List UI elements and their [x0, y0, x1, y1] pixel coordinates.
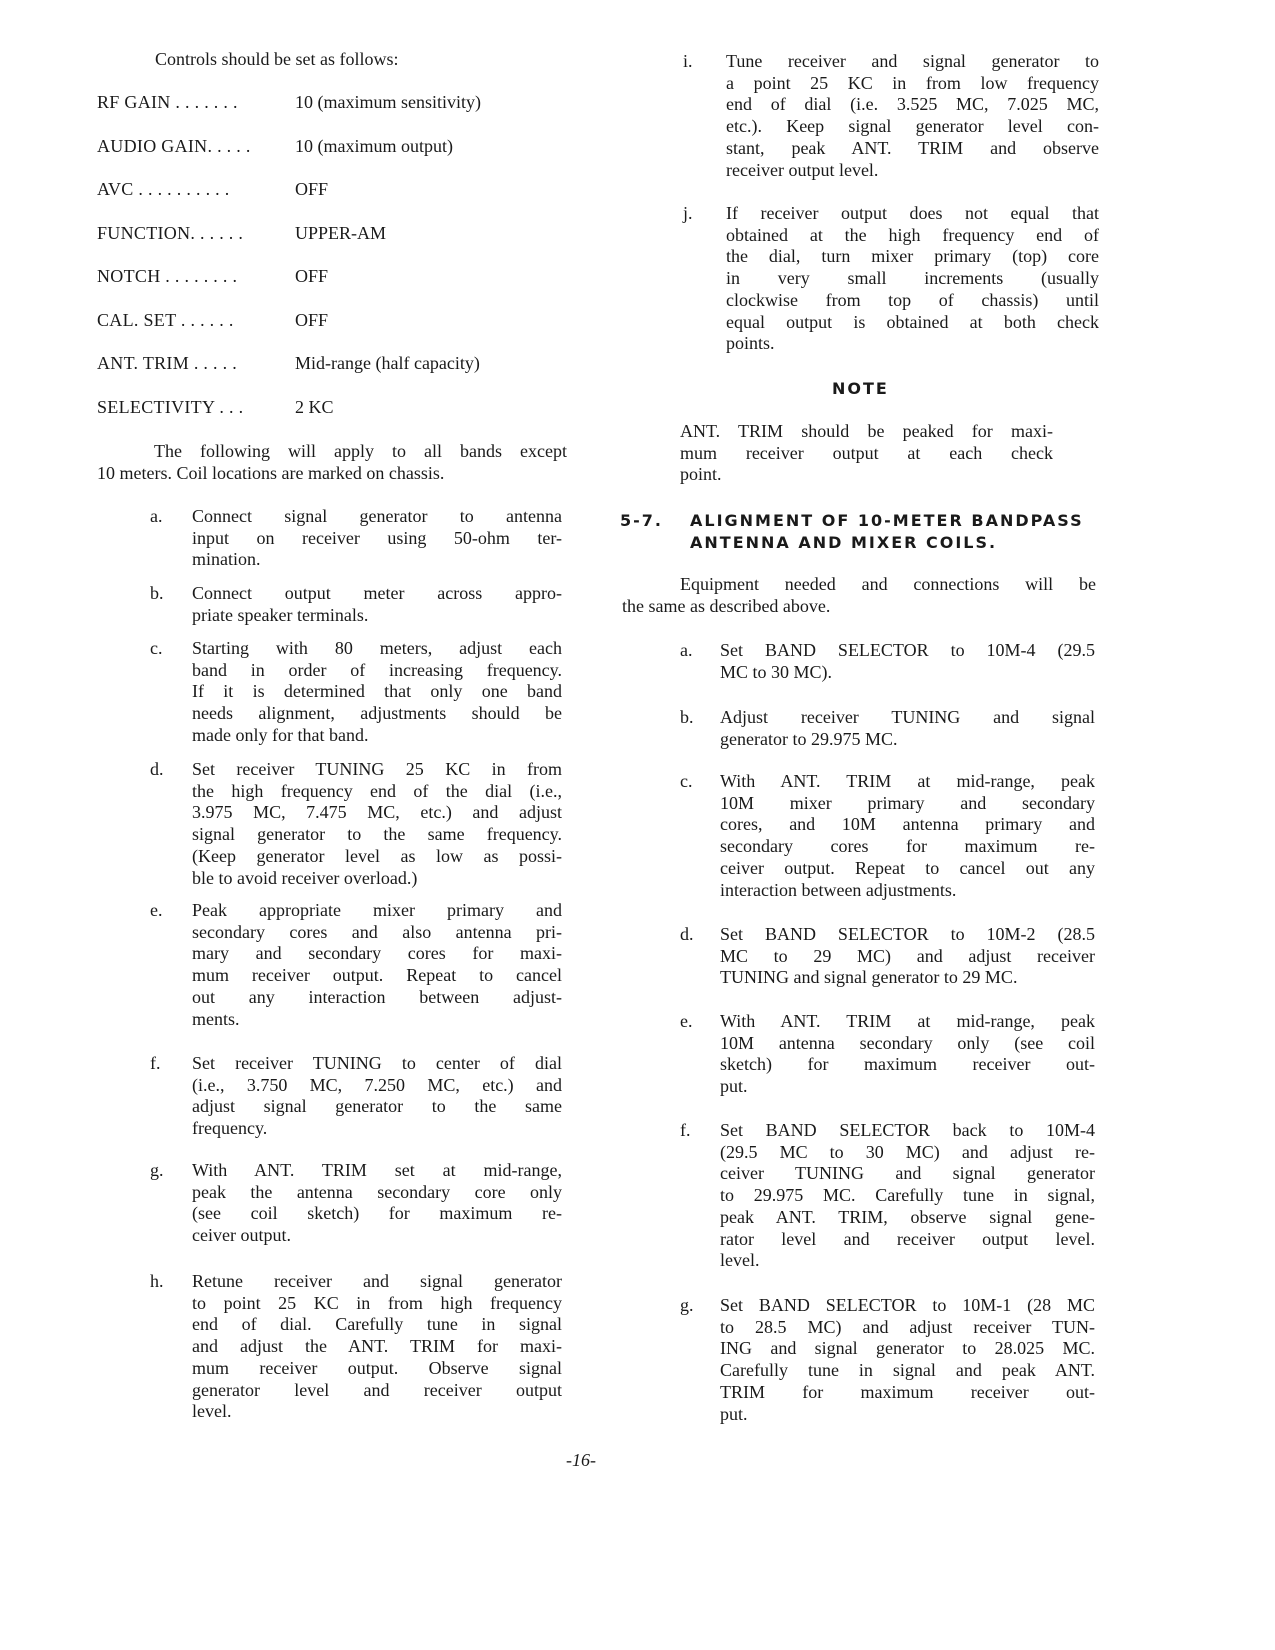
text-line: frequency.: [192, 1118, 268, 1139]
text-line: the same as described above.: [622, 595, 831, 616]
step-letter: c.: [680, 771, 693, 791]
setting-value: 10 (maximum sensitivity): [295, 92, 481, 112]
text-line: obtained at the high frequency end of: [726, 224, 1099, 245]
note-text: [680, 421, 1053, 486]
page-number: -16-: [566, 1450, 596, 1470]
step-letter: d.: [680, 924, 694, 944]
text-line: With ANT. TRIM set at mid-range,: [192, 1160, 562, 1180]
text-line: input on receiver using 50-ohm ter-: [192, 527, 562, 548]
text-line: (see coil sketch) for maximum re-: [192, 1203, 562, 1224]
text-line: Carefully tune in signal and peak ANT.: [720, 1360, 1095, 1381]
text-line: (i.e., 3.750 MC, 7.250 MC, etc.) and: [192, 1074, 562, 1095]
text-line: ceiver TUNING and signal generator: [720, 1163, 1095, 1184]
text-line: and adjust the ANT. TRIM for maxi-: [192, 1336, 562, 1357]
step-letter: f.: [680, 1120, 691, 1140]
setting-name: AUDIO GAIN. . . . .: [97, 136, 251, 156]
text-line: If receiver output does not equal that: [726, 203, 1099, 223]
text-line: needs alignment, adjustments should be: [192, 703, 562, 724]
text-line: signal generator to the same frequency.: [192, 824, 562, 845]
step-text: [192, 583, 562, 626]
text-line: clockwise from top of chassis) until: [726, 289, 1099, 310]
text-line: to 29.975 MC. Carefully tune in signal,: [720, 1185, 1095, 1206]
step-letter: c.: [150, 638, 163, 658]
text-line: Set BAND SELECTOR to 10M-2 (28.5: [720, 924, 1095, 944]
text-line: With ANT. TRIM at mid-range, peak: [720, 1011, 1095, 1031]
step-letter: j.: [683, 203, 693, 223]
step-text: [726, 51, 1099, 181]
section-number: 5-7.: [620, 511, 663, 530]
text-line: mum receiver output. Observe signal: [192, 1357, 562, 1378]
text-line: 3.975 MC, 7.475 MC, etc.) and adjust: [192, 802, 562, 823]
text-line: rator level and receiver output level.: [720, 1228, 1095, 1249]
text-line: level.: [720, 1250, 760, 1271]
text-line: sketch) for maximum receiver out-: [720, 1054, 1095, 1075]
step-letter: b.: [150, 583, 164, 603]
text-line: priate speaker terminals.: [192, 604, 369, 625]
step-text: [726, 203, 1099, 355]
text-line: mum receiver output. Repeat to cancel: [192, 965, 562, 986]
text-line: If it is determined that only one band: [192, 681, 562, 702]
step-letter: g.: [680, 1295, 694, 1315]
text-line: With ANT. TRIM at mid-range, peak: [720, 771, 1095, 791]
step-text: [192, 1160, 562, 1247]
text-line: Connect signal generator to antenna: [192, 506, 562, 526]
text-line: 10M mixer primary and secondary: [720, 792, 1095, 813]
step-text: [192, 638, 562, 747]
step-text: [192, 900, 562, 1030]
text-line: stant, peak ANT. TRIM and observe: [726, 137, 1099, 158]
text-line: the high frequency end of the dial (i.e.,: [192, 780, 562, 801]
setting-name: FUNCTION. . . . . .: [97, 223, 244, 243]
step-text: [720, 640, 1095, 683]
text-line: in very small increments (usually: [726, 268, 1099, 289]
step-text: [192, 1053, 562, 1140]
text-line: TUNING and signal generator to 29 MC.: [720, 967, 1018, 988]
note-title: NOTE: [832, 379, 889, 398]
text-line: mination.: [192, 549, 261, 570]
step-text: [720, 707, 1095, 750]
text-line: generator level and receiver output: [192, 1379, 562, 1400]
step-letter: b.: [680, 707, 694, 727]
text-line: made only for that band.: [192, 724, 369, 745]
text-line: a point 25 KC in from low frequency: [726, 72, 1099, 93]
step-text: [192, 1271, 562, 1423]
step-letter: f.: [150, 1053, 161, 1073]
text-line: receiver output level.: [726, 159, 879, 180]
text-line: Retune receiver and signal generator: [192, 1271, 562, 1291]
text-line: TRIM for maximum receiver out-: [720, 1381, 1095, 1402]
step-letter: e.: [150, 900, 163, 920]
equipment-paragraph: [622, 574, 1096, 617]
text-line: level.: [192, 1401, 232, 1422]
text-line: generator to 29.975 MC.: [720, 728, 898, 749]
text-line: Adjust receiver TUNING and signal: [720, 707, 1095, 727]
setting-value: OFF: [295, 266, 329, 286]
step-text: [192, 759, 562, 889]
text-line: ANT. TRIM should be peaked for maxi-: [680, 421, 1053, 441]
setting-value: OFF: [295, 179, 329, 199]
text-line: Set receiver TUNING to center of dial: [192, 1053, 562, 1073]
text-line: ments.: [192, 1008, 240, 1029]
text-line: Set BAND SELECTOR to 10M-1 (28 MC: [720, 1295, 1095, 1315]
text-line: (29.5 MC to 30 MC) and adjust re-: [720, 1141, 1095, 1162]
setting-name: CAL. SET . . . . . .: [97, 310, 234, 330]
text-line: mary and secondary cores for maxi-: [192, 943, 562, 964]
text-line: Starting with 80 meters, adjust each: [192, 638, 562, 658]
step-text: [720, 1295, 1095, 1425]
setting-name: ANT. TRIM . . . . .: [97, 353, 238, 373]
text-line: 10 meters. Coil locations are marked on chassis.: [97, 462, 445, 483]
text-line: end of dial. Carefully tune in signal: [192, 1314, 562, 1335]
setting-value: OFF: [295, 310, 329, 330]
controls-intro: Controls should be set as follows:: [155, 49, 399, 69]
step-letter: g.: [150, 1160, 164, 1180]
text-line: peak ANT. TRIM, observe signal gene-: [720, 1206, 1095, 1227]
text-line: 10M antenna secondary only (see coil: [720, 1032, 1095, 1053]
text-line: Tune receiver and signal generator to: [726, 51, 1099, 71]
text-line: cores, and 10M antenna primary and: [720, 814, 1095, 835]
setting-value: 10 (maximum output): [295, 136, 453, 156]
setting-name: RF GAIN . . . . . . .: [97, 92, 238, 112]
text-line: MC to 30 MC).: [720, 661, 833, 682]
text-line: interaction between adjustments.: [720, 879, 957, 900]
text-line: mum receiver output at each check: [680, 442, 1053, 463]
text-line: band in order of increasing frequency.: [192, 659, 562, 680]
step-letter: e.: [680, 1011, 693, 1031]
text-line: ING and signal generator to 28.025 MC.: [720, 1338, 1095, 1359]
text-line: Set receiver TUNING 25 KC in from: [192, 759, 562, 779]
text-line: points.: [726, 333, 775, 354]
step-text: [720, 771, 1095, 901]
text-line: Set BAND SELECTOR back to 10M-4: [720, 1120, 1095, 1140]
text-line: ceiver output. Repeat to cancel out any: [720, 857, 1095, 878]
text-line: Peak appropriate mixer primary and: [192, 900, 562, 920]
section-title-2: ANTENNA AND MIXER COILS.: [690, 533, 998, 552]
text-line: secondary cores for maximum re-: [720, 836, 1095, 857]
text-line: Connect output meter across appro-: [192, 583, 562, 603]
step-letter: a.: [150, 506, 163, 526]
text-line: point.: [680, 464, 722, 485]
text-line: The following will apply to all bands except: [154, 441, 567, 461]
text-line: (Keep generator level as low as possi-: [192, 845, 562, 866]
text-line: etc.). Keep signal generator level con-: [726, 116, 1099, 137]
setting-name: AVC . . . . . . . . . .: [97, 179, 230, 199]
step-letter: d.: [150, 759, 164, 779]
step-letter: h.: [150, 1271, 164, 1291]
text-line: out any interaction between adjust-: [192, 986, 562, 1007]
text-line: secondary cores and also antenna pri-: [192, 921, 562, 942]
text-line: peak the antenna secondary core only: [192, 1181, 562, 1202]
section-title-1: ALIGNMENT OF 10-METER BANDPASS: [690, 511, 1084, 530]
text-line: put.: [720, 1076, 748, 1097]
setting-value: UPPER-AM: [295, 223, 387, 243]
step-text: [720, 924, 1095, 989]
text-line: ceiver output.: [192, 1225, 291, 1246]
text-line: Equipment needed and connections will be: [680, 574, 1096, 594]
text-line: put.: [720, 1403, 748, 1424]
text-line: the dial, turn mixer primary (top) core: [726, 246, 1099, 267]
setting-name: SELECTIVITY . . .: [97, 397, 244, 417]
setting-value: Mid-range (half capacity): [295, 353, 480, 373]
bands-paragraph: [97, 441, 567, 484]
text-line: end of dial (i.e. 3.525 MC, 7.025 MC,: [726, 94, 1099, 115]
setting-name: NOTCH . . . . . . . .: [97, 266, 238, 286]
step-letter: a.: [680, 640, 693, 660]
step-text: [192, 506, 562, 571]
text-line: adjust signal generator to the same: [192, 1096, 562, 1117]
text-line: to 28.5 MC) and adjust receiver TUN-: [720, 1316, 1095, 1337]
text-line: MC to 29 MC) and adjust receiver: [720, 945, 1095, 966]
step-text: [720, 1120, 1095, 1272]
text-line: equal output is obtained at both check: [726, 311, 1099, 332]
text-line: Set BAND SELECTOR to 10M-4 (29.5: [720, 640, 1095, 660]
text-line: to point 25 KC in from high frequency: [192, 1292, 562, 1313]
text-line: ble to avoid receiver overload.): [192, 867, 418, 888]
setting-value: 2 KC: [295, 397, 334, 417]
step-text: [720, 1011, 1095, 1098]
step-letter: i.: [683, 51, 693, 71]
